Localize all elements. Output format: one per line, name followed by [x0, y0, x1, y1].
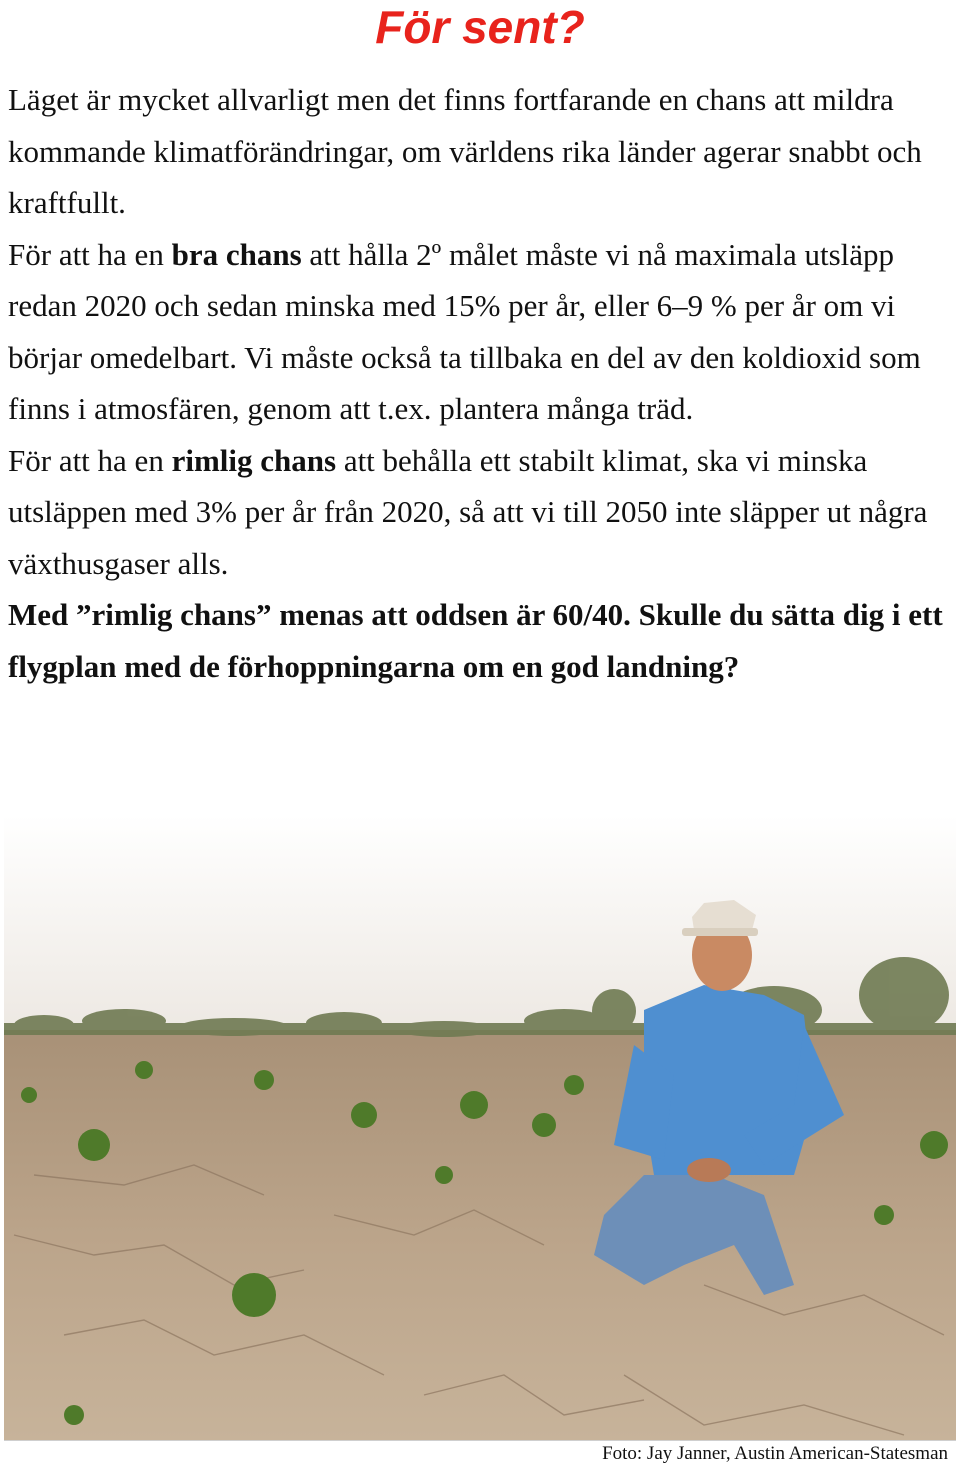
odds-question-text: Med ”rimlig chans” menas att oddsen är 60/40. Skulle du sätta dig i ett flygplan med de förhoppningarna om en god landning?	[8, 597, 943, 684]
paragraph-reasonable-chance-rest: att behålla ett stabilt klimat, ska vi minska utsläppen med 3% per år från 2020, så att vi till 2050 inte släpper ut några växthusgaser alls.	[8, 442, 928, 581]
paragraph-good-chance	[8, 229, 953, 435]
page-title: För sent?	[375, 1, 585, 53]
photo-farmer-in-dry-field	[4, 815, 956, 1441]
emphasis-bra-chans: bra chans	[171, 236, 302, 272]
paragraph-odds-question	[8, 589, 953, 692]
paragraph-good-chance-lead: För att ha en	[8, 236, 172, 272]
photo-illustration	[4, 815, 956, 1440]
paragraph-reasonable-chance-lead: För att ha en	[8, 442, 172, 478]
article-body	[8, 74, 953, 692]
photo-caption: Foto: Jay Janner, Austin American-Statesman	[602, 1443, 948, 1464]
paragraph-intro: Läget är mycket allvarligt men det finns fortfarande en chans att mildra kommande klimatförändringar, om världens rika länder agerar snabbt och kraftfullt.	[8, 82, 922, 220]
paragraph-good-chance-rest: att hålla 2º målet måste vi nå maximala utsläpp redan 2020 och sedan minska med 15% per år, eller 6–9 % per år om vi börjar omedelbart. Vi måste också ta tillbaka en del av den koldioxid som finns i atmosfären, genom att t.ex. plantera många träd.	[8, 236, 921, 426]
emphasis-rimlig-chans: rimlig chans	[171, 442, 337, 478]
paragraph-reasonable-chance	[8, 435, 953, 590]
